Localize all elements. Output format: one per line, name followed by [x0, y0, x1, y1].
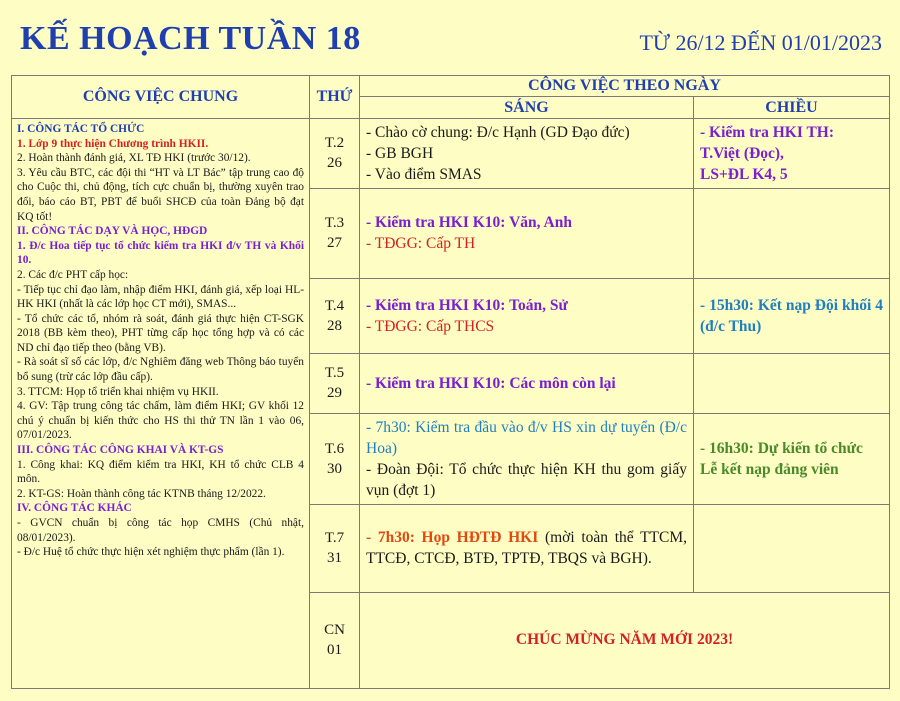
date-range: TỪ 26/12 ĐẾN 01/01/2023	[639, 30, 882, 55]
task-item: - Kiểm tra HKI K10: Toán, Sử	[366, 296, 568, 314]
task-item: - Kiểm tra HKI K10: Văn, Anh	[366, 214, 572, 232]
day-date: 29	[327, 385, 342, 402]
weekly-plan-table	[11, 75, 890, 689]
afternoon-cell	[694, 118, 890, 188]
task-item: - TĐGG: Cấp THCS	[366, 317, 495, 335]
afternoon-cell	[694, 504, 890, 592]
task-item: LS+ĐL K4, 5	[700, 165, 788, 183]
task-item: (mời toàn thể TTCM, TTCĐ, CTCĐ, BTĐ, TPTĐ, TBQS và BGH).	[366, 529, 687, 568]
morning-cell	[360, 118, 694, 188]
day-cell	[310, 592, 360, 688]
day-cell	[310, 413, 360, 504]
day-name: T.2	[324, 135, 345, 152]
general-work-cell	[12, 118, 310, 688]
general-item: 1. Đ/c Hoa tiếp tục tổ chức kiểm tra HKI đ/v TH và Khối 10.	[17, 239, 304, 267]
task-item: - 7h30: Kiểm tra đầu vào đ/v HS xin dự tuyển (Đ/c Hoa)	[366, 418, 687, 457]
morning-cell	[360, 188, 694, 278]
day-cell	[310, 504, 360, 592]
header-afternoon: CHIỀU	[694, 97, 890, 118]
day-name: T.5	[324, 365, 345, 382]
section-title: II. CÔNG TÁC DẠY VÀ HỌC, HĐGD	[17, 225, 208, 238]
general-item: - Tiếp tục chỉ đạo làm, nhập điểm HKI, đánh giá, xếp loại HL-HK HKI (nhất là các lớp học CT mới), SMAS...	[17, 283, 304, 311]
general-item: - Đ/c Huệ tổ chức thực hiện xét nghiệm thực phẩm (lần 1).	[17, 546, 285, 559]
general-item: 4. GV: Tập trung công tác chấm, làm điểm HKI; GV khối 12 chú ý chuẩn bị kiến thức cho HS thi thử TN lần 1 vào 06, 07/01/2023.	[17, 400, 304, 442]
task-item: - Kiểm tra HKI TH:	[700, 123, 835, 141]
afternoon-cell	[694, 188, 890, 278]
day-cell	[310, 278, 360, 354]
task-item: - Đoàn Đội: Tổ chức thực hiện KH thu gom giấy vụn (đợt 1)	[366, 460, 687, 499]
day-date: 01	[327, 642, 342, 659]
section-title: III. CÔNG TÁC CÔNG KHAI VÀ KT-GS	[17, 444, 224, 457]
task-item: - GB BGH	[366, 144, 434, 162]
general-item: - GVCN chuẩn bị công tác họp CMHS (Chủ nhật, 08/01/2023).	[17, 517, 304, 544]
task-highlight: - 7h30: Họp HĐTĐ HKI	[366, 529, 539, 547]
task-item: - TĐGG: Cấp TH	[366, 235, 476, 253]
header-morning: SÁNG	[360, 97, 694, 118]
task-item: - 16h30: Dự kiến tổ chức Lễ kết nạp đảng viên	[700, 439, 863, 478]
day-name: T.4	[324, 297, 345, 314]
day-date: 28	[327, 317, 342, 334]
afternoon-cell	[694, 413, 890, 504]
general-item: 3. TTCM: Họp tổ triển khai nhiệm vụ HKII.	[17, 385, 219, 398]
task-item: - Kiểm tra HKI K10: Các môn còn lại	[366, 374, 616, 392]
general-item: 1. Công khai: KQ điểm kiểm tra HKI, KH tổ chức CLB 4 môn.	[17, 458, 304, 486]
general-item: 2. KT-GS: Hoàn thành công tác KTNB tháng 12/2022.	[17, 487, 266, 500]
morning-cell	[360, 413, 694, 504]
general-item: 2. Các đ/c PHT cấp học:	[17, 268, 129, 281]
morning-cell	[360, 504, 694, 592]
day-cell	[310, 354, 360, 413]
task-item: - 15h30: Kết nạp Đội khối 4 (đ/c Thu)	[700, 296, 883, 335]
day-date: 30	[327, 460, 342, 477]
day-name: T.7	[324, 530, 345, 547]
day-name: T.3	[324, 215, 345, 232]
day-cell	[310, 188, 360, 278]
task-item: - Vào điểm SMAS	[366, 165, 482, 183]
general-item: - Rà soát sĩ số các lớp, đ/c Nghiêm đăng web Thông báo tuyển bổ sung (trừ các lớp đầu cấp).	[17, 356, 304, 384]
morning-cell	[360, 354, 694, 413]
day-date: 27	[327, 235, 342, 252]
day-name: CN	[324, 622, 345, 639]
new-year-greeting: CHÚC MỪNG NĂM MỚI 2023!	[360, 592, 890, 688]
general-item: 3. Yêu cầu BTC, các đội thi “HT và LT Bác” tập trung cao độ cho Cuộc thi, chủ động, tích cực chuẩn bị, thường xuyên trao đổi, báo cáo BT, PBT để buổi SHCĐ của toàn Đảng bộ đạt KQ tốt!	[17, 166, 304, 223]
header-day: THỨ	[310, 76, 360, 119]
general-item: 2. Hoàn thành đánh giá, XL TĐ HKI (trước 30/12).	[17, 152, 251, 165]
afternoon-cell	[694, 278, 890, 354]
day-date: 31	[327, 550, 342, 567]
header-general: CÔNG VIỆC CHUNG	[12, 76, 310, 119]
section-title: I. CÔNG TÁC TỔ CHỨC	[17, 122, 145, 135]
day-cell	[310, 118, 360, 188]
day-date: 26	[327, 155, 342, 172]
morning-cell	[360, 278, 694, 354]
general-item: 1. Lớp 9 thực hiện Chương trình HKII.	[17, 137, 209, 150]
general-item: - Tổ chức các tổ, nhóm rà soát, đánh giá thực hiện CT-SGK 2018 (BB kèm theo), PHT từng cấp học tổng hợp và có các ND chỉ đạo tiếp theo (bằng VB).	[17, 312, 304, 354]
task-item: - Chào cờ chung: Đ/c Hạnh (GD Đạo đức)	[366, 123, 630, 141]
task-item: T.Việt (Đọc),	[700, 144, 784, 162]
section-title: IV. CÔNG TÁC KHÁC	[17, 502, 132, 515]
page-title: KẾ HOẠCH TUẦN 18	[20, 20, 361, 57]
day-name: T.6	[324, 440, 345, 457]
afternoon-cell	[694, 354, 890, 413]
header-daily: CÔNG VIỆC THEO NGÀY	[360, 76, 890, 97]
